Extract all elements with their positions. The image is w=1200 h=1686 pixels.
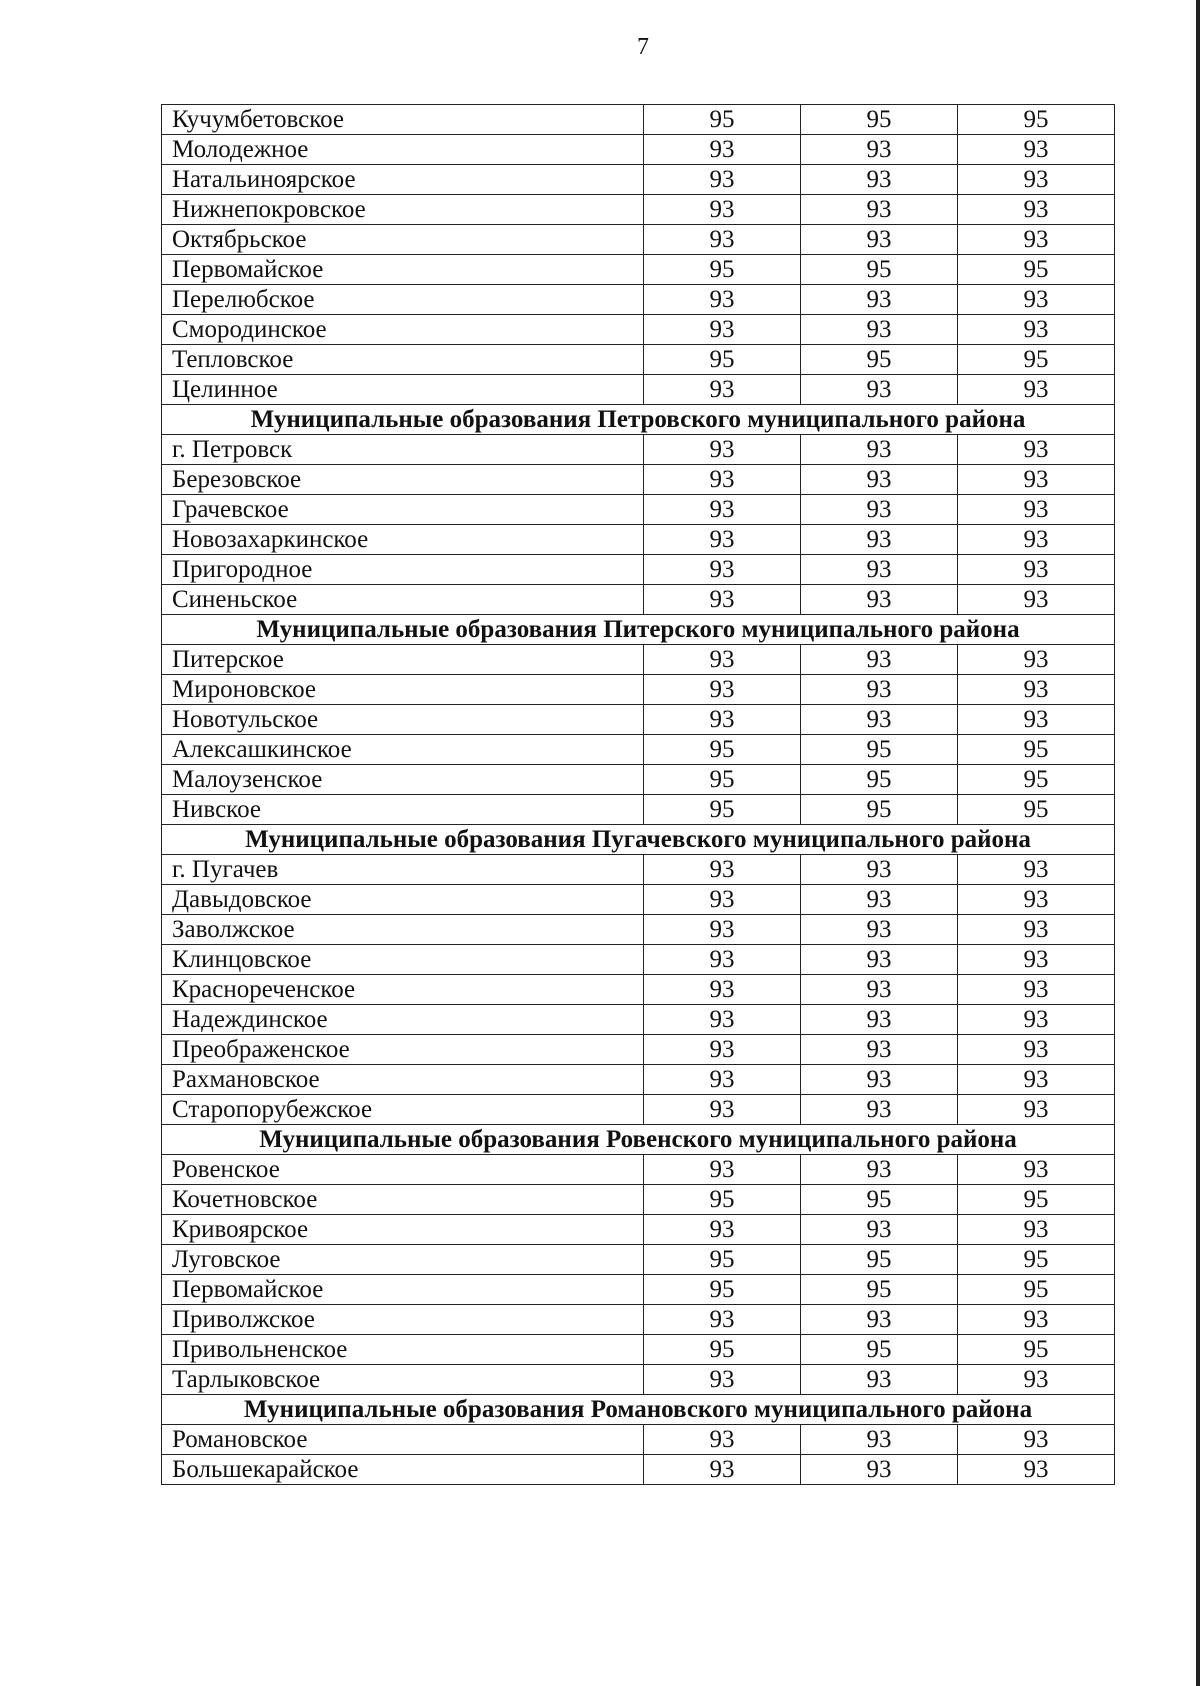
value-cell-3: 95 [958,795,1115,825]
table-row [162,1245,1115,1275]
value-cell-1: 93 [644,555,801,585]
value-cell-2: 95 [801,735,958,765]
scan-edge [1196,0,1200,1686]
value-cell-3: 93 [958,645,1115,675]
value-cell-2: 93 [801,525,958,555]
municipality-name: Перелюбское [162,285,644,315]
table-row [162,1455,1115,1485]
value-cell-3: 93 [958,225,1115,255]
value-cell-2: 93 [801,1365,958,1395]
value-cell-1: 93 [644,1215,801,1245]
value-cell-3: 95 [958,1275,1115,1305]
value-cell-1: 93 [644,315,801,345]
table-row [162,1065,1115,1095]
value-cell-2: 95 [801,255,958,285]
section-header-row [162,825,1115,855]
municipality-name: Кочетновское [162,1185,644,1215]
table-row [162,465,1115,495]
value-cell-3: 95 [958,105,1115,135]
table-row [162,195,1115,225]
table-body [162,105,1115,1485]
value-cell-1: 95 [644,735,801,765]
table-row [162,1425,1115,1455]
value-cell-3: 93 [958,585,1115,615]
section-header-row [162,1125,1115,1155]
value-cell-2: 93 [801,885,958,915]
value-cell-2: 93 [801,435,958,465]
value-cell-2: 93 [801,585,958,615]
value-cell-3: 93 [958,165,1115,195]
value-cell-3: 93 [958,675,1115,705]
value-cell-1: 93 [644,165,801,195]
value-cell-1: 93 [644,945,801,975]
value-cell-3: 93 [958,885,1115,915]
value-cell-1: 93 [644,1095,801,1125]
value-cell-2: 93 [801,315,958,345]
value-cell-3: 95 [958,255,1115,285]
value-cell-2: 93 [801,705,958,735]
value-cell-2: 93 [801,1215,958,1245]
municipality-name: Большекарайское [162,1455,644,1485]
table-row [162,675,1115,705]
table-row [162,645,1115,675]
municipality-name: Кучумбетовское [162,105,644,135]
section-title: Муниципальные образования Романовского муниципального района [162,1395,1115,1425]
value-cell-2: 93 [801,1065,958,1095]
value-cell-1: 95 [644,1185,801,1215]
value-cell-1: 95 [644,105,801,135]
value-cell-1: 93 [644,885,801,915]
section-title: Муниципальные образования Питерского муниципального района [162,615,1115,645]
table-row [162,1005,1115,1035]
table-row [162,585,1115,615]
table-row [162,1335,1115,1365]
section-title: Муниципальные образования Ровенского муниципального района [162,1125,1115,1155]
municipality-name: Кривоярское [162,1215,644,1245]
table-row [162,975,1115,1005]
municipality-name: Малоузенское [162,765,644,795]
value-cell-2: 95 [801,1185,958,1215]
section-header-row [162,615,1115,645]
value-cell-2: 93 [801,945,958,975]
municipality-name: Привольненское [162,1335,644,1365]
value-cell-3: 93 [958,315,1115,345]
table-row [162,945,1115,975]
value-cell-2: 93 [801,1035,958,1065]
value-cell-3: 93 [958,135,1115,165]
table-row [162,255,1115,285]
value-cell-2: 93 [801,165,958,195]
value-cell-3: 93 [958,945,1115,975]
value-cell-3: 95 [958,765,1115,795]
value-cell-1: 93 [644,585,801,615]
table-row [162,1305,1115,1335]
value-cell-3: 93 [958,1455,1115,1485]
value-cell-2: 95 [801,1245,958,1275]
value-cell-1: 93 [644,1065,801,1095]
value-cell-2: 95 [801,105,958,135]
value-cell-1: 93 [644,375,801,405]
table-row [162,1155,1115,1185]
value-cell-2: 93 [801,645,958,675]
value-cell-2: 95 [801,345,958,375]
value-cell-3: 93 [958,465,1115,495]
municipality-name: Мироновское [162,675,644,705]
municipality-name: Преображенское [162,1035,644,1065]
value-cell-1: 93 [644,495,801,525]
value-cell-1: 95 [644,345,801,375]
municipality-name: Клинцовское [162,945,644,975]
section-title: Муниципальные образования Петровского муниципального района [162,405,1115,435]
municipality-name: Смородинское [162,315,644,345]
value-cell-2: 93 [801,1005,958,1035]
table-row [162,225,1115,255]
value-cell-3: 93 [958,285,1115,315]
table-row [162,1035,1115,1065]
value-cell-2: 93 [801,975,958,1005]
value-cell-1: 93 [644,705,801,735]
value-cell-2: 93 [801,1455,958,1485]
value-cell-2: 93 [801,915,958,945]
value-cell-1: 93 [644,525,801,555]
value-cell-2: 93 [801,135,958,165]
value-cell-1: 95 [644,765,801,795]
municipality-name: Грачевское [162,495,644,525]
value-cell-3: 93 [958,1155,1115,1185]
municipality-name: Приволжское [162,1305,644,1335]
municipality-name: Луговское [162,1245,644,1275]
municipality-name: Березовское [162,465,644,495]
municipality-name: Тарлыковское [162,1365,644,1395]
value-cell-3: 93 [958,855,1115,885]
value-cell-1: 93 [644,195,801,225]
table-row [162,765,1115,795]
value-cell-1: 93 [644,1155,801,1185]
page-number: 7 [637,34,649,60]
value-cell-1: 93 [644,915,801,945]
value-cell-2: 93 [801,225,958,255]
value-cell-2: 93 [801,1095,958,1125]
value-cell-2: 93 [801,1425,958,1455]
section-title: Муниципальные образования Пугачевского муниципального района [162,825,1115,855]
value-cell-2: 93 [801,375,958,405]
value-cell-2: 93 [801,195,958,225]
municipality-name: Октябрьское [162,225,644,255]
municipality-name: Краснореченское [162,975,644,1005]
section-header-row [162,405,1115,435]
value-cell-3: 93 [958,705,1115,735]
table-row [162,915,1115,945]
value-cell-2: 95 [801,1335,958,1365]
municipal-table [161,104,1115,1485]
value-cell-3: 95 [958,1335,1115,1365]
table-row [162,135,1115,165]
value-cell-3: 95 [958,1245,1115,1275]
value-cell-3: 93 [958,915,1115,945]
table-row [162,315,1115,345]
municipality-name: Первомайское [162,255,644,285]
value-cell-3: 93 [958,495,1115,525]
value-cell-1: 93 [644,675,801,705]
value-cell-2: 95 [801,795,958,825]
municipality-name: Натальиноярское [162,165,644,195]
value-cell-1: 95 [644,1275,801,1305]
table-row [162,285,1115,315]
municipality-name: Заволжское [162,915,644,945]
value-cell-2: 93 [801,285,958,315]
value-cell-2: 93 [801,855,958,885]
value-cell-1: 93 [644,1365,801,1395]
value-cell-3: 93 [958,525,1115,555]
value-cell-2: 95 [801,1275,958,1305]
municipality-name: Первомайское [162,1275,644,1305]
value-cell-1: 93 [644,285,801,315]
municipality-name: Новотульское [162,705,644,735]
municipality-name: Надеждинское [162,1005,644,1035]
value-cell-3: 93 [958,195,1115,225]
municipality-name: Пригородное [162,555,644,585]
value-cell-1: 95 [644,1245,801,1275]
value-cell-2: 95 [801,765,958,795]
value-cell-1: 93 [644,855,801,885]
value-cell-3: 93 [958,1305,1115,1335]
table-row [162,1215,1115,1245]
table-row [162,1275,1115,1305]
municipality-name: Целинное [162,375,644,405]
value-cell-3: 93 [958,375,1115,405]
value-cell-3: 93 [958,1425,1115,1455]
value-cell-1: 93 [644,1035,801,1065]
value-cell-3: 93 [958,555,1115,585]
value-cell-3: 93 [958,1005,1115,1035]
value-cell-1: 93 [644,465,801,495]
value-cell-1: 93 [644,225,801,255]
value-cell-1: 93 [644,1455,801,1485]
value-cell-3: 93 [958,435,1115,465]
value-cell-1: 93 [644,1005,801,1035]
value-cell-1: 93 [644,645,801,675]
table-row [162,795,1115,825]
table-row [162,1185,1115,1215]
table-row [162,705,1115,735]
municipality-name: Тепловское [162,345,644,375]
municipality-name: Старопорубежское [162,1095,644,1125]
municipality-name: Давыдовское [162,885,644,915]
table-row [162,525,1115,555]
table-row [162,885,1115,915]
section-header-row [162,1395,1115,1425]
table-row [162,735,1115,765]
value-cell-3: 93 [958,1065,1115,1095]
municipality-name: Рахмановское [162,1065,644,1095]
table-row [162,555,1115,585]
municipality-name: Романовское [162,1425,644,1455]
table-row [162,1095,1115,1125]
value-cell-3: 93 [958,1095,1115,1125]
value-cell-1: 93 [644,1425,801,1455]
table-row [162,495,1115,525]
table-row [162,435,1115,465]
value-cell-3: 93 [958,1215,1115,1245]
municipality-name: г. Петровск [162,435,644,465]
table-row [162,105,1115,135]
value-cell-1: 93 [644,975,801,1005]
value-cell-1: 95 [644,795,801,825]
value-cell-3: 95 [958,735,1115,765]
value-cell-3: 93 [958,1365,1115,1395]
value-cell-1: 95 [644,255,801,285]
table-row [162,855,1115,885]
value-cell-2: 93 [801,495,958,525]
value-cell-2: 93 [801,1305,958,1335]
table-row [162,1365,1115,1395]
municipality-name: Молодежное [162,135,644,165]
value-cell-3: 93 [958,975,1115,1005]
value-cell-1: 93 [644,435,801,465]
value-cell-1: 95 [644,1335,801,1365]
value-cell-2: 93 [801,555,958,585]
municipality-name: Синеньское [162,585,644,615]
table-row [162,375,1115,405]
municipality-name: Алексашкинское [162,735,644,765]
municipality-name: Ровенское [162,1155,644,1185]
value-cell-2: 93 [801,465,958,495]
municipality-name: г. Пугачев [162,855,644,885]
municipality-name: Нивское [162,795,644,825]
table-row [162,345,1115,375]
municipality-name: Нижнепокровское [162,195,644,225]
value-cell-2: 93 [801,1155,958,1185]
value-cell-3: 93 [958,1035,1115,1065]
municipality-name: Новозахаркинское [162,525,644,555]
value-cell-2: 93 [801,675,958,705]
value-cell-1: 93 [644,1305,801,1335]
municipality-name: Питерское [162,645,644,675]
value-cell-3: 95 [958,1185,1115,1215]
value-cell-1: 93 [644,135,801,165]
table-row [162,165,1115,195]
value-cell-3: 95 [958,345,1115,375]
